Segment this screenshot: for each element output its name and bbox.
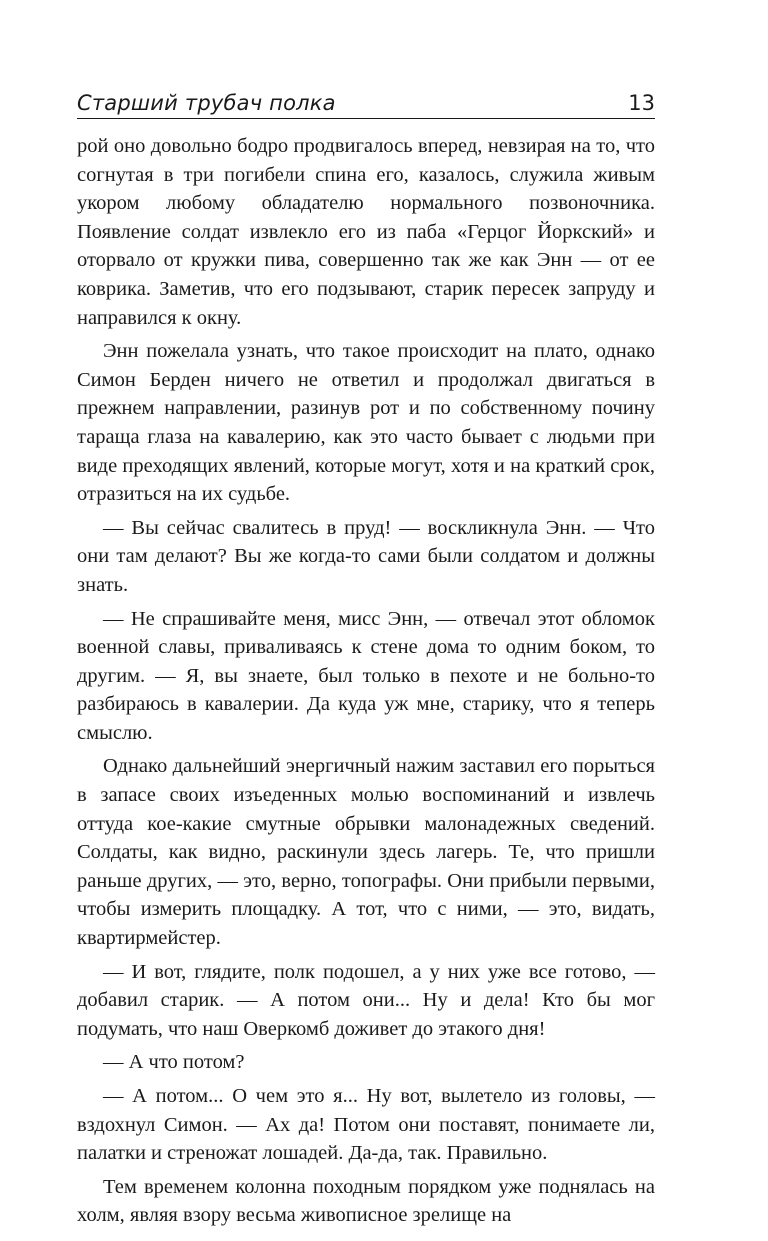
- page-number: 13: [628, 91, 655, 115]
- running-header: [77, 82, 655, 119]
- dialogue-line: — А потом... О чем это я... Ну вот, вылетело из головы, — вздохнул Симон. — Ах да! Потом они поставят, понимаете ли, палатки и стреножат лошадей. Да-да, так. Правильно.: [77, 1085, 655, 1165]
- paragraph: Тем временем колонна походным порядком уже поднялась на холм, являя взору весьма живописное зрелище на: [77, 1175, 655, 1227]
- dialogue-line: — Вы сейчас свалитесь в пруд! — воскликнула Энн. — Что они там делают? Вы же когда-то сами были солдатом и должны знать.: [77, 516, 655, 596]
- book-page: [77, 82, 655, 1235]
- paragraph: Однако дальнейший энергичный нажим заставил его порыться в запасе своих изъеденных молью воспоминаний и извлечь оттуда кое-какие смутные обрывки малонадежных сведений. Солдаты, как видно, раскинули здесь лагерь. Те, что пришли раньше других, — это, верно, топографы. Они прибыли первыми, чтобы измерить площадку. А тот, что с ними, — это, видать, квартирмейстер.: [77, 755, 655, 950]
- body-text: [77, 132, 655, 1230]
- dialogue-line: — Не спрашивайте меня, мисс Энн, — отвечал этот обломок военной славы, приваливаясь к стене дома то одним боком, то другим. — Я, вы знаете, был только в пехоте и не больно-то разбираюсь в кавалерии. Да куда уж мне, старику, что я теперь смыслю.: [77, 607, 655, 744]
- dialogue-line: — И вот, глядите, полк подошел, а у них уже все готово, — добавил старик. — А потом они... Ну и дела! Кто бы мог подумать, что наш Оверкомб доживет до этакого дня!: [77, 960, 655, 1040]
- paragraph: Энн пожелала узнать, что такое происходит на плато, однако Симон Берден ничего не ответил и продолжал двигаться в прежнем направлении, разинув рот и по собственному почину тараща глаза на кавалерию, как это часто бывает с людьми при виде преходящих явлений, которые могут, хотя и на краткий срок, отразиться на их судьбе.: [77, 340, 655, 506]
- running-title: Старший трубач полка: [77, 91, 336, 115]
- paragraph: рой оно довольно бодро продвигалось вперед, невзирая на то, что согнутая в три погибели спина его, казалось, служила живым укором любому обладателю нормального позвоночника. Появление солдат извлекло его из паба «Герцог Йоркский» и оторвало от кружки пива, совершенно так же как Энн — от ее коврика. Заметив, что его подзывают, старик пересек запруду и направился к окну.: [77, 135, 655, 329]
- dialogue-line: — А что потом?: [103, 1051, 245, 1074]
